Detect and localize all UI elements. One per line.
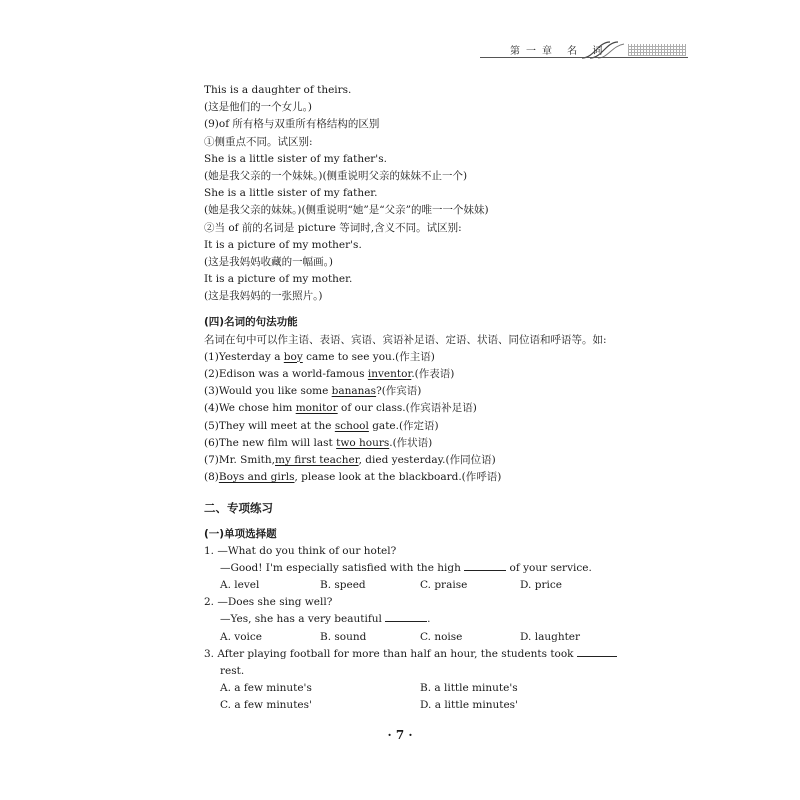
note-line: (9)of 所有格与双重所有格结构的区别 bbox=[204, 118, 380, 131]
header-rule bbox=[480, 57, 688, 58]
note-line: It is a picture of my mother. bbox=[204, 273, 353, 286]
question-2-line-2: —Yes, she has a very beautiful . bbox=[220, 613, 431, 626]
running-header bbox=[480, 40, 688, 60]
question-1-options bbox=[204, 577, 624, 594]
option-d: D. a little minutes' bbox=[420, 699, 518, 712]
page-content bbox=[204, 82, 624, 715]
note-line: (她是我父亲的一个妹妹。)(侧重说明父亲的妹妹不止一个) bbox=[204, 169, 468, 182]
note-line: She is a little sister of my father's. bbox=[204, 152, 387, 165]
note-line: It is a picture of my mother's. bbox=[204, 238, 362, 251]
note-line: This is a daughter of theirs. bbox=[204, 84, 352, 96]
note-line: ①侧重点不同。试区别: bbox=[204, 135, 313, 148]
option-a: A. level bbox=[220, 579, 260, 592]
option-b: B. a little minute's bbox=[420, 682, 518, 695]
example-7: (7)Mr. Smith,my first teacher, died yesterday.(作同位语) bbox=[204, 453, 496, 466]
question-1-line-2: —Good! I'm especially satisfied with the high of your service. bbox=[220, 561, 592, 574]
option-a: A. voice bbox=[220, 630, 262, 643]
chapter-header: 第一章 名 词 bbox=[510, 46, 609, 57]
note-line: (这是他们的一个女儿。) bbox=[204, 101, 312, 114]
option-b: B. sound bbox=[320, 630, 367, 643]
example-2: (2)Edison was a world-famous inventor.(作表语) bbox=[204, 368, 455, 380]
option-d: D. price bbox=[520, 579, 562, 592]
question-3-options-row-1 bbox=[204, 680, 624, 697]
option-d: D. laughter bbox=[520, 630, 581, 643]
note-line: (这是我妈妈收藏的一幅画。) bbox=[204, 255, 333, 268]
example-6: (6)The new film will last two hours.(作状语) bbox=[204, 436, 433, 449]
question-2: 2. —Does she sing well? bbox=[204, 596, 333, 609]
note-line: ②当 of 前的名词是 picture 等词时,含义不同。试区别: bbox=[204, 221, 462, 234]
example-8: (8)Boys and girls, please look at the blackboard.(作呼语) bbox=[204, 471, 502, 484]
option-b: B. speed bbox=[320, 579, 366, 592]
practice-section-title: 二、专项练习 bbox=[204, 501, 273, 516]
answer-blank bbox=[385, 611, 427, 622]
syntax-heading: (四)名词的句法功能 bbox=[204, 316, 298, 329]
note-line: (这是我妈妈的一张照片。) bbox=[204, 290, 323, 303]
example-4: (4)We chose him monitor of our class.(作宾语补足语) bbox=[204, 402, 477, 415]
example-1: (1)Yesterday a boy came to see you.(作主语) bbox=[204, 350, 435, 363]
header-hatch-decoration bbox=[628, 44, 686, 56]
syntax-intro: 名词在句中可以作主语、表语、宾语、宾语补足语、定语、状语、同位语和呼语等。如: bbox=[204, 333, 607, 346]
note-line: She is a little sister of my father. bbox=[204, 187, 378, 200]
answer-blank bbox=[577, 646, 617, 657]
question-1: 1. —What do you think of our hotel? bbox=[204, 544, 397, 557]
option-c: C. praise bbox=[420, 579, 468, 592]
option-a: A. a few minute's bbox=[220, 682, 312, 695]
option-c: C. noise bbox=[420, 630, 463, 643]
example-5: (5)They will meet at the school gate.(作定语) bbox=[204, 419, 439, 432]
question-2-options bbox=[204, 629, 624, 646]
question-3-options-row-2 bbox=[204, 697, 624, 714]
page-number: · 7 · bbox=[387, 728, 413, 742]
question-3: 3. After playing football for more than half an hour, the students took bbox=[204, 646, 624, 663]
option-c: C. a few minutes' bbox=[220, 699, 312, 712]
example-3: (3)Would you like some bananas?(作宾语) bbox=[204, 385, 422, 398]
note-line: (她是我父亲的妹妹。)(侧重说明“她”是“父亲”的唯一一个妹妹) bbox=[204, 204, 489, 217]
question-3-line-2: rest. bbox=[220, 665, 245, 677]
answer-blank bbox=[464, 560, 506, 571]
multiple-choice-heading: (一)单项选择题 bbox=[204, 527, 277, 540]
